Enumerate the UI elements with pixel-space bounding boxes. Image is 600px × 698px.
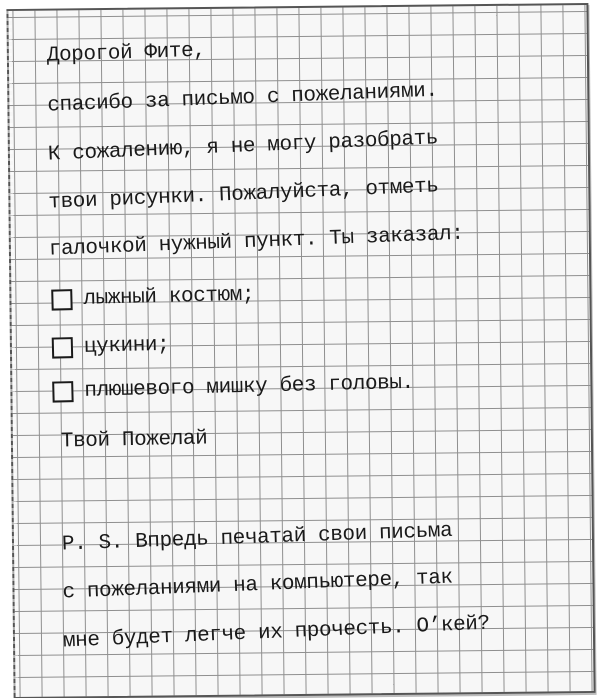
option-checkbox[interactable] xyxy=(52,381,74,403)
postscript-line: мне будет легче их прочесть. О’кей? xyxy=(62,612,491,654)
postscript-line: P. S. Впредь печатай свои письма xyxy=(61,519,453,557)
option-label: цукини; xyxy=(83,333,170,359)
letter-body-line: спасибо за письмо с пожеланиями. xyxy=(46,79,439,118)
letter-body-line: твои рисунки. Пожалуйста, отметь xyxy=(47,175,440,215)
postscript-line: с пожеланиями на компьютере, так xyxy=(62,566,454,605)
option-item-teddy-bear xyxy=(52,372,414,404)
option-checkbox[interactable] xyxy=(51,289,73,311)
option-item-ski-suit xyxy=(51,284,254,312)
letter-greeting: Дорогой Фите, xyxy=(46,39,206,68)
option-checkbox[interactable] xyxy=(52,337,74,359)
option-label: плюшевого мишку без головы. xyxy=(84,371,415,403)
option-label: лыжный костюм; xyxy=(83,283,255,311)
letter-signature: Твой Пожелай xyxy=(60,427,208,454)
grid-paper-sheet xyxy=(6,3,595,698)
letter-body-line: К сожалению, я не могу разобрать xyxy=(47,127,439,167)
letter-body-line: галочкой нужный пункт. Ты заказал: xyxy=(48,222,464,262)
option-item-zucchini xyxy=(52,334,170,360)
